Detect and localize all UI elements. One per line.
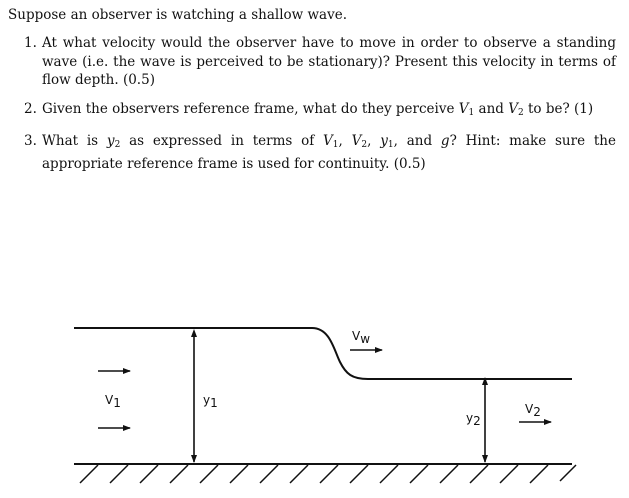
question-1 <box>0 34 616 90</box>
math-v1: $V_1$ <box>458 100 475 118</box>
water-surface <box>74 328 572 379</box>
label-v2: V2 <box>525 402 541 419</box>
math-v2: $V_2$ <box>351 133 368 150</box>
wave-diagram <box>0 300 629 498</box>
math-v1: $V_1$ <box>323 133 339 150</box>
question-2 <box>0 100 616 123</box>
question-list <box>0 34 616 183</box>
math-y2: $y_2$ <box>106 133 121 150</box>
math-y1: $y_1$ <box>380 133 394 150</box>
bed-hatching <box>80 465 576 483</box>
math-v2: $V_2$ <box>508 100 524 118</box>
question-text: What is $y_2$ as expressed in terms of $V_1$, $V_2$, $y_1$, and g? Hint: make sure the appropriate reference frame is used for continuity. (0.5) <box>42 133 616 172</box>
question-text: Given the observers reference frame, what do they perceive $V_1$ and $V_2$ to be? (1) <box>42 100 594 118</box>
label-y1: y1 <box>203 393 218 410</box>
label-vw: Vw <box>352 329 371 346</box>
intro-text: Suppose an observer is watching a shallow wave. <box>8 7 347 23</box>
label-y2: y2 <box>466 411 481 428</box>
math-g: g <box>440 133 450 149</box>
question-number: 3. <box>24 133 37 149</box>
question-3 <box>0 132 616 173</box>
label-v1: V1 <box>105 393 121 410</box>
question-number: 1. <box>24 35 37 51</box>
question-text: At what velocity would the observer have to move in order to observe a standing wave (i.e. the wave is perceived to be stationary)? Present this velocity in terms of flow depth. (0.5) <box>42 35 616 88</box>
question-number: 2. <box>24 100 37 117</box>
